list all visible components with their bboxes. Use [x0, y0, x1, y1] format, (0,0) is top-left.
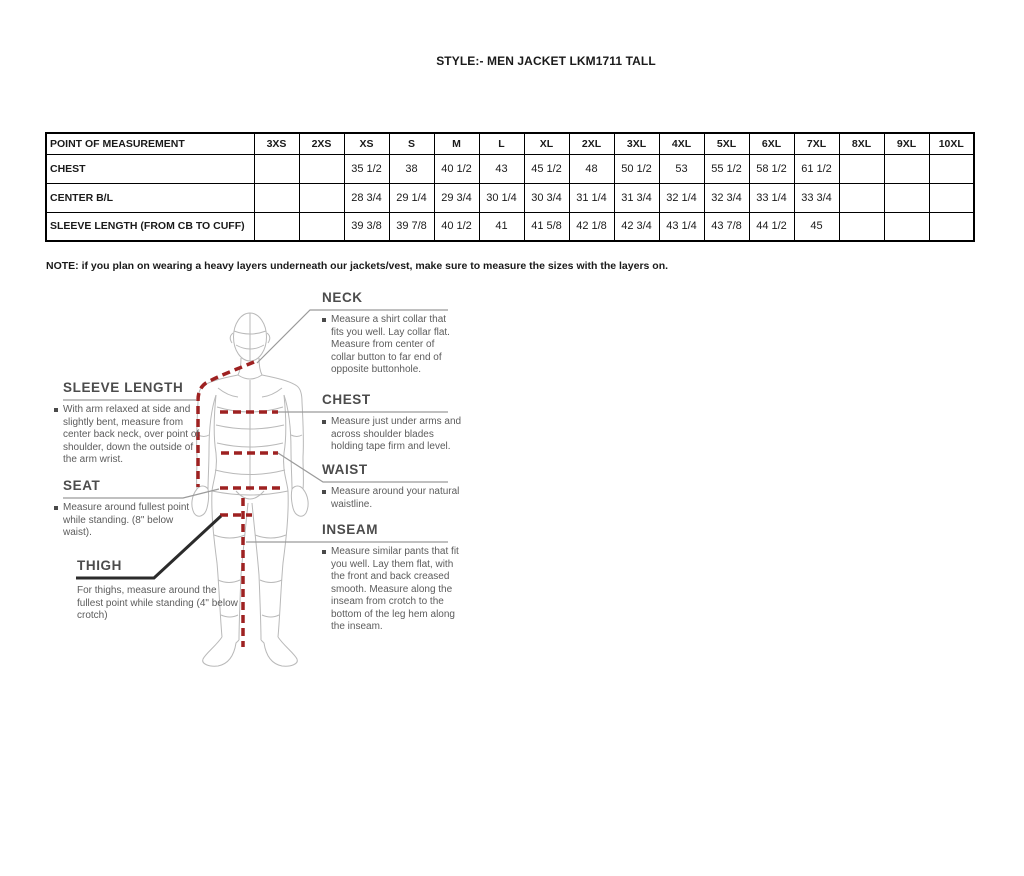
header-size-xl: XL: [524, 133, 569, 154]
size-value-cell: [839, 154, 884, 183]
size-value-cell: [839, 183, 884, 212]
note-text: NOTE: if you plan on wearing a heavy layers underneath our jackets/vest, make sure to measure the sizes with the layers on.: [46, 260, 669, 272]
bullet-icon: [322, 318, 326, 322]
header-size-3xs: 3XS: [254, 133, 299, 154]
size-value-cell: 32 1/4: [659, 183, 704, 212]
size-value-cell: [884, 183, 929, 212]
size-value-cell: 58 1/2: [749, 154, 794, 183]
size-value-cell: 28 3/4: [344, 183, 389, 212]
size-value-cell: 45: [794, 212, 839, 241]
thigh-heading: THIGH: [77, 558, 122, 573]
size-value-cell: 43 7/8: [704, 212, 749, 241]
header-size-2xs: 2XS: [299, 133, 344, 154]
size-table-container: [45, 132, 975, 242]
sleeve-length-measure-line: [198, 362, 254, 487]
size-value-cell: [254, 154, 299, 183]
size-value-cell: 29 1/4: [389, 183, 434, 212]
size-value-cell: 45 1/2: [524, 154, 569, 183]
size-value-cell: 50 1/2: [614, 154, 659, 183]
size-value-cell: 40 1/2: [434, 154, 479, 183]
table-row: [46, 154, 974, 183]
size-value-cell: [839, 212, 884, 241]
size-value-cell: 35 1/2: [344, 154, 389, 183]
size-value-cell: 48: [569, 154, 614, 183]
table-header-row: [46, 133, 974, 154]
header-size-s: S: [389, 133, 434, 154]
bullet-icon: [54, 408, 58, 412]
size-table: [45, 132, 975, 242]
size-value-cell: 39 7/8: [389, 212, 434, 241]
size-value-cell: 29 3/4: [434, 183, 479, 212]
bullet-icon: [322, 420, 326, 424]
inseam-heading: INSEAM: [322, 522, 379, 537]
neck-heading: NECK: [322, 290, 363, 305]
size-value-cell: 44 1/2: [749, 212, 794, 241]
size-value-cell: [254, 212, 299, 241]
size-value-cell: [884, 154, 929, 183]
size-value-cell: [299, 212, 344, 241]
header-size-8xl: 8XL: [839, 133, 884, 154]
sleeve-length-instructions: With arm relaxed at side and slightly bent, measure from center back neck, over point of shoulder, down the outside of the arm wrist.: [54, 404, 206, 467]
bullet-icon: [322, 490, 326, 494]
header-size-l: L: [479, 133, 524, 154]
size-value-cell: [254, 183, 299, 212]
size-value-cell: 41: [479, 212, 524, 241]
header-size-10xl: 10XL: [929, 133, 974, 154]
bullet-icon: [322, 550, 326, 554]
header-size-2xl: 2XL: [569, 133, 614, 154]
size-value-cell: 42 3/4: [614, 212, 659, 241]
table-row: [46, 212, 974, 241]
header-size-3xl: 3XL: [614, 133, 659, 154]
header-size-m: M: [434, 133, 479, 154]
chest-instructions: Measure just under arms and across shoulder blades holding tape firm and level.: [322, 416, 466, 454]
size-value-cell: 55 1/2: [704, 154, 749, 183]
size-value-cell: 61 1/2: [794, 154, 839, 183]
seat-instructions: Measure around fullest point while standing. (8" below waist).: [54, 502, 198, 540]
row-label: CHEST: [46, 154, 254, 183]
header-size-5xl: 5XL: [704, 133, 749, 154]
measurement-guide-diagram: [40, 285, 480, 685]
header-size-xs: XS: [344, 133, 389, 154]
size-value-cell: 31 3/4: [614, 183, 659, 212]
size-value-cell: 40 1/2: [434, 212, 479, 241]
row-label: CENTER B/L: [46, 183, 254, 212]
size-value-cell: [929, 154, 974, 183]
size-value-cell: 32 3/4: [704, 183, 749, 212]
size-value-cell: 31 1/4: [569, 183, 614, 212]
size-value-cell: 33 3/4: [794, 183, 839, 212]
inseam-instructions: Measure similar pants that fit you well. Lay them flat, with the front and back creased smooth. Measure along the inseam from crotch to the bottom of the leg hem along the inseam.: [322, 546, 464, 634]
size-value-cell: 30 1/4: [479, 183, 524, 212]
size-value-cell: [929, 212, 974, 241]
size-value-cell: 41 5/8: [524, 212, 569, 241]
size-value-cell: 53: [659, 154, 704, 183]
header-size-9xl: 9XL: [884, 133, 929, 154]
seat-heading: SEAT: [63, 478, 101, 493]
size-value-cell: 30 3/4: [524, 183, 569, 212]
size-value-cell: 33 1/4: [749, 183, 794, 212]
row-label: SLEEVE LENGTH (FROM CB TO CUFF): [46, 212, 254, 241]
size-value-cell: 38: [389, 154, 434, 183]
header-point-of-measurement: POINT OF MEASUREMENT: [46, 133, 254, 154]
header-size-4xl: 4XL: [659, 133, 704, 154]
waist-instructions: Measure around your natural waistline.: [322, 486, 466, 511]
size-value-cell: [299, 154, 344, 183]
bullet-icon: [54, 506, 58, 510]
page-title: STYLE:- MEN JACKET LKM1711 TALL: [436, 54, 656, 68]
header-size-7xl: 7XL: [794, 133, 839, 154]
neck-instructions: Measure a shirt collar that fits you well. Lay collar flat. Measure from center of collar button to far end of opposite buttonhole.: [322, 314, 458, 377]
size-value-cell: 39 3/8: [344, 212, 389, 241]
size-value-cell: 42 1/8: [569, 212, 614, 241]
header-size-6xl: 6XL: [749, 133, 794, 154]
table-row: [46, 183, 974, 212]
size-value-cell: [929, 183, 974, 212]
waist-heading: WAIST: [322, 462, 368, 477]
thigh-instructions: For thighs, measure around the fullest point while standing (4" below crotch): [77, 585, 238, 621]
size-value-cell: [299, 183, 344, 212]
size-value-cell: 43: [479, 154, 524, 183]
chest-heading: CHEST: [322, 392, 371, 407]
sleeve-length-heading: SLEEVE LENGTH: [63, 380, 184, 395]
size-value-cell: [884, 212, 929, 241]
size-value-cell: 43 1/4: [659, 212, 704, 241]
